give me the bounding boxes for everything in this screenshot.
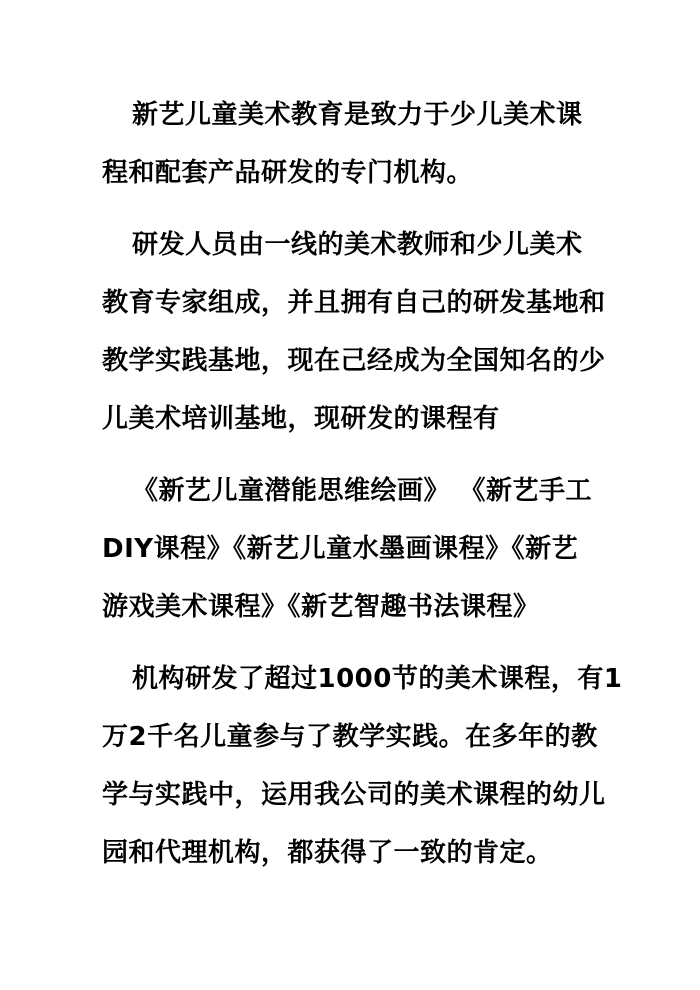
text-line: 研发人员由一线的美术教师和少儿美术: [132, 230, 583, 260]
paragraph-intro: [102, 86, 602, 202]
paragraph-team: [102, 216, 606, 448]
text-line: 新艺儿童美术教育是致力于少儿美术课: [132, 100, 583, 130]
text-line: 儿美术培训基地，现研发的课程有: [102, 404, 500, 434]
paragraph-courses: [102, 462, 602, 636]
text-line: DIY课程》《新艺儿童水墨画课程》《新艺: [102, 534, 579, 564]
text-line: 学与实践中，运用我公司的美术课程的幼儿: [102, 780, 606, 810]
text-line: 园和代理机构，都获得了一致的肯定。: [102, 838, 553, 868]
text-line: 程和配套产品研发的专门机构。: [102, 158, 474, 188]
paragraph-results: [102, 650, 623, 882]
text-line: 游戏美术课程》《新艺智趣书法课程》: [102, 592, 540, 622]
document-body: [102, 86, 623, 896]
text-line: 机构研发了超过1000节的美术课程，有1: [132, 664, 623, 694]
text-line: 教育专家组成，并且拥有自己的研发基地和: [102, 288, 606, 318]
text-line: 《新艺儿童潜能思维绘画》 《新艺手工: [132, 476, 593, 506]
text-line: 教学实践基地，现在己经成为全国知名的少: [102, 346, 606, 376]
text-line: 万2千名儿童参与了教学实践。在多年的教: [102, 722, 598, 752]
